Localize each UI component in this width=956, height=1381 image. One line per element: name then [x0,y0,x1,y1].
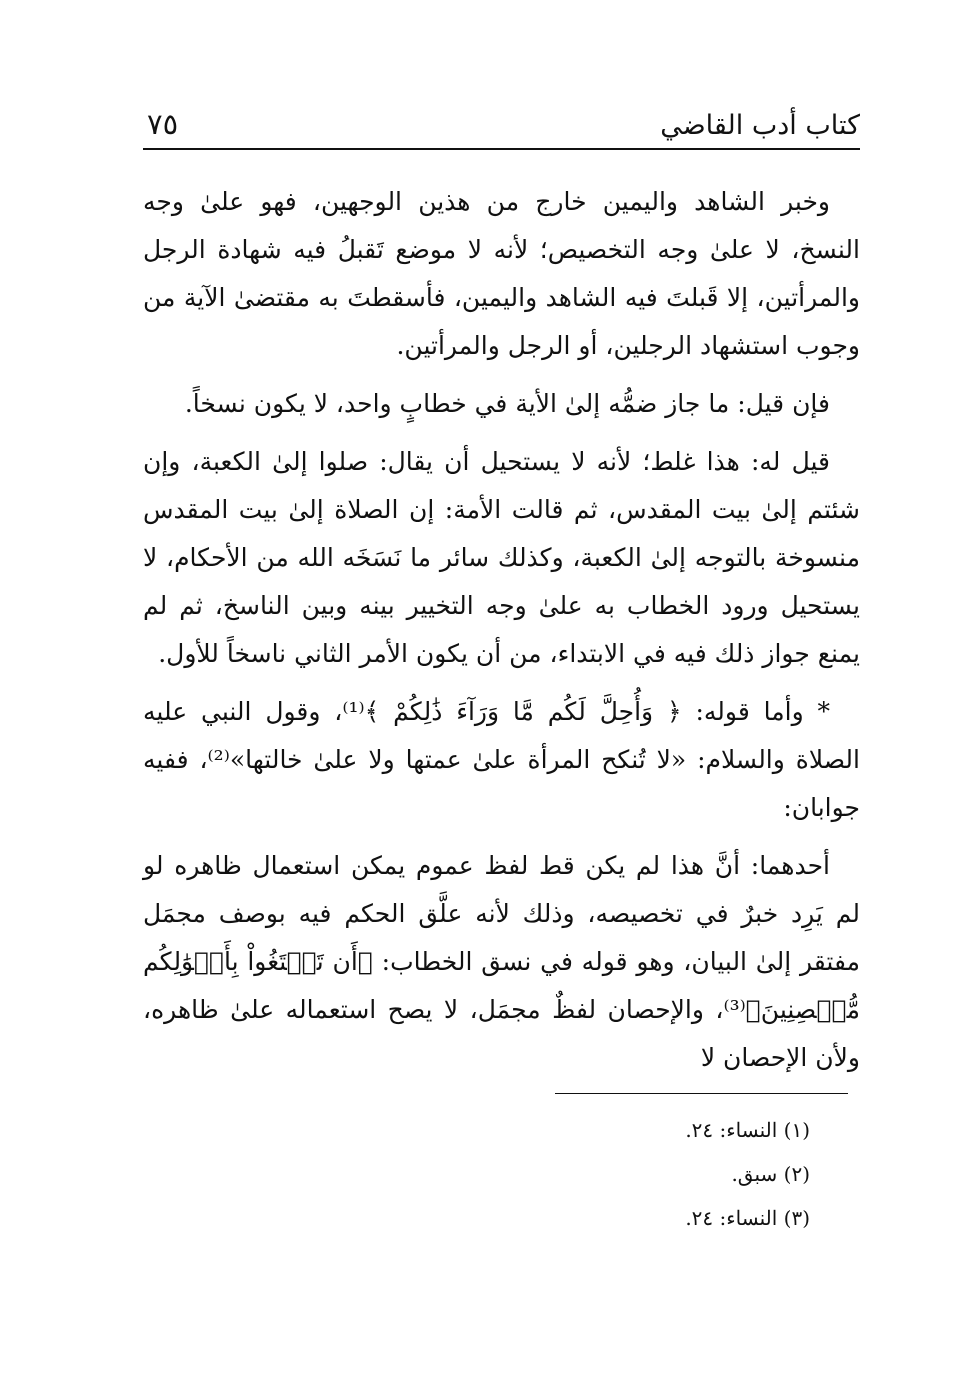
footnote: (٣) النساء: ٢٤. [685,1206,810,1230]
paragraph: قيل له: هذا غلط؛ لأنه لا يستحيل أن يقال: صلوا إلىٰ الكعبة، وإن شئتم إلىٰ بيت المقدس، ثم قالت الأمة: إن الصلاة إلىٰ بيت المقدس منسوخة بالتوجه إلىٰ الكعبة، وكذلك سائر ما نَسَخَه الله من الأحكام، لا يستحيل ورود الخطاب به علىٰ وجه التخيير بينه وبين الناسخ، ثم لم يمنع جواز ذلك فيه في الابتداء، من أن يكون الأمر الثاني ناسخاً للأول. [143,447,860,668]
paragraph: * وأما قوله: ﴿ وَأُحِلَّ لَكُم مَّا وَرَآءَ ذَٰلِكُمْ ﴾⁽¹⁾، وقول النبي عليه الصلاة والسلام: «لا تُنكح المرأة علىٰ عمتها ولا علىٰ خالتها»⁽²⁾، ففيه جوابان: [143,697,860,822]
page-number: ٧٥ [147,107,179,142]
footnotes [560,1108,810,1240]
header-title: كتاب أدب القاضي [660,109,860,141]
main-text [143,178,860,1092]
footnote-divider [555,1093,848,1094]
paragraph: أحدهما: أنَّ هذا لم يكن قط لفظ عموم يمكن استعمال ظاهره لو لم يَرِد خبرٌ في تخصيصه، وذلك لأنه علَّق الحكم فيه بوصف مجمَل مفتقر إلىٰ البيان، وهو قوله في نسق الخطاب: ﴿أَن تَبۡتَغُواْ بِأَمۡوَٰلِكُم مُّحۡصِنِينَ﴾⁽³⁾، والإحصان لفظٌ مجمَل، لا يصح استعماله علىٰ ظاهره، ولأن الإحصان لا [143,851,860,1072]
footnote: (٢) سبق. [731,1162,810,1186]
paragraph: فإن قيل: ما جاز ضمُّه إلىٰ الأية في خطابٍ واحد، لا يكون نسخاً. [184,389,830,418]
running-header [143,96,860,150]
footnote: (١) النساء: ٢٤. [685,1118,810,1142]
paragraph: وخبر الشاهد واليمين خارج من هذين الوجهين، فهو علىٰ وجه النسخ، لا علىٰ وجه التخصيص؛ لأنه لا موضع تَقبلُ فيه شهادة الرجل والمرأتين، إلا قَبلتَ فيه الشاهد واليمين، فأسقطتَ به مقتضىٰ الآية من وجوب استشهاد الرجلين، أو الرجل والمرأتين. [143,187,860,360]
